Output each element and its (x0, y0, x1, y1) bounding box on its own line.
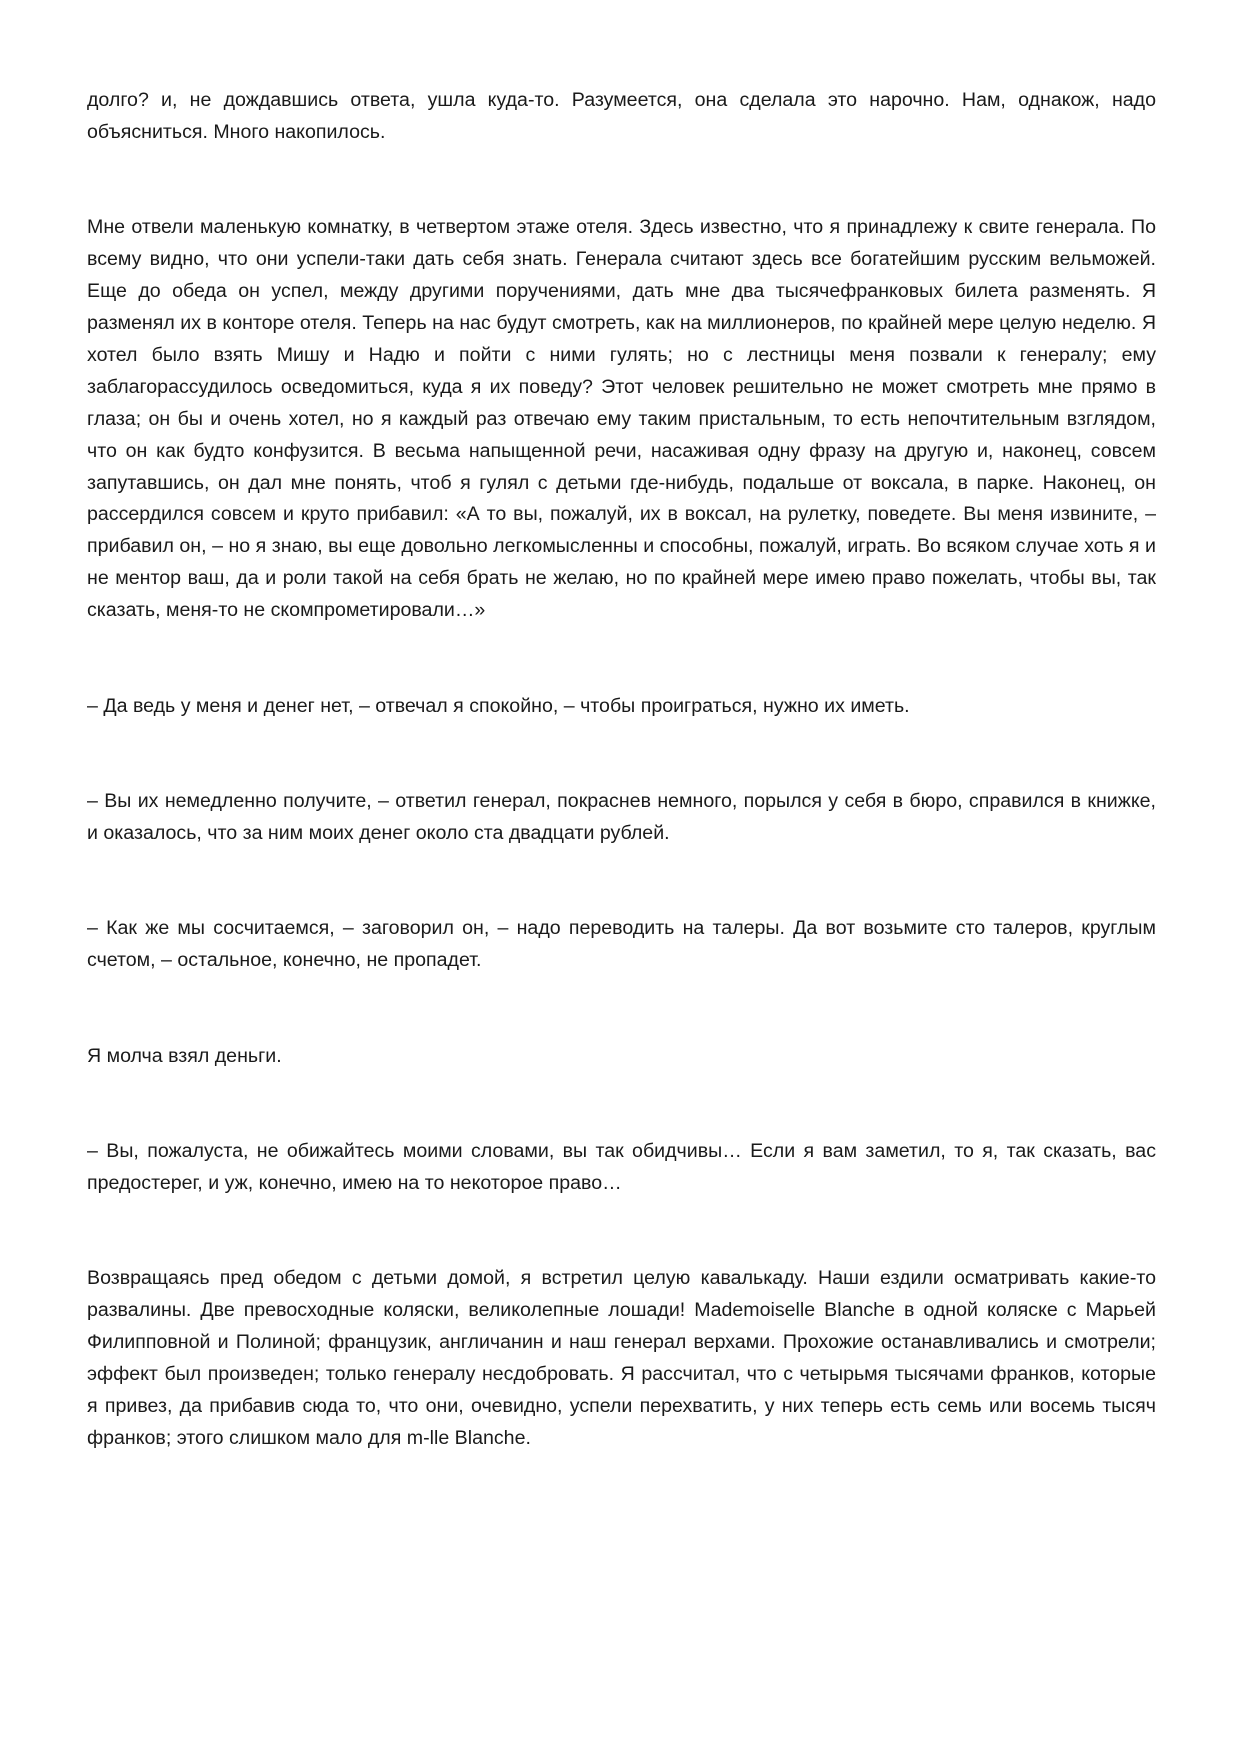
paragraph-4: – Вы их немедленно получите, – ответил генерал, покраснев немного, порылся у себя в бюро, справился в книжке, и оказалось, что за ним моих денег около ста двадцати рублей. (87, 790, 1156, 844)
document-page (87, 85, 1156, 1455)
paragraph-8: Возвращаясь пред обедом с детьми домой, я встретил целую кавалькаду. Наши ездили осматривать какие-то развалины. Две превосходные коляски, великолепные лошади! Mademoiselle Blanche в одной коляске с Марьей Филипповной и Полиной; французик, англичанин и наш генерал верхами. Прохожие останавливались и смотрели; эффект был произведен; только генералу несдобровать. Я рассчитал, что с четырьмя тысячами франков, которые я привез, да прибавив сюда то, что они, очевидно, успели перехватить, у них теперь есть семь или восемь тысяч франков; этого слишком мало для m-lle Blanche. (87, 1267, 1156, 1449)
paragraph-3: – Да ведь у меня и денег нет, – отвечал я спокойно, – чтобы проиграться, нужно их иметь. (87, 694, 910, 717)
paragraph-6: Я молча взял деньги. (87, 1044, 282, 1067)
paragraph-1: долго? и, не дождавшись ответа, ушла куда-то. Разумеется, она сделала это нарочно. Нам, однакож, надо объясниться. Много накопилось. (87, 89, 1156, 143)
paragraph-2: Мне отвели маленькую комнатку, в четвертом этаже отеля. Здесь известно, что я принадлежу к свите генерала. По всему видно, что они успели-таки дать себя знать. Генерала считают здесь все богатейшим русским вельможей. Еще до обеда он успел, между другими поручениями, дать мне два тысячефранковых билета разменять. Я разменял их в конторе отеля. Теперь на нас будут смотреть, как на миллионеров, по крайней мере целую неделю. Я хотел было взять Мишу и Надю и пойти с ними гулять; но с лестницы меня позвали к генералу; ему заблагорассудилось осведомиться, куда я их поведу? Этот человек решительно не может смотреть мне прямо в глаза; он бы и очень хотел, но я каждый раз отвечаю ему таким пристальным, то есть непочтительным взглядом, что он как будто конфузится. В весьма напыщенной речи, насаживая одну фразу на другую и, наконец, совсем запутавшись, он дал мне понять, чтоб я гулял с детьми где-нибудь, подальше от воксала, в парке. Наконец, он рассердился совсем и круто прибавил: «А то вы, пожалуй, их в воксал, на рулетку, поведете. Вы меня извините, – прибавил он, – но я знаю, вы еще довольно легкомысленны и способны, пожалуй, играть. Во всяком случае хоть я и не ментор ваш, да и роли такой на себя брать не желаю, но по крайней мере имею право пожелать, чтобы вы, так сказать, меня-то не скомпрометировали…» (87, 216, 1156, 622)
paragraph-5: – Как же мы сосчитаемся, – заговорил он, – надо переводить на талеры. Да вот возьмите сто талеров, круглым счетом, – остальное, конечно, не пропадет. (87, 917, 1156, 972)
paragraph-7: – Вы, пожалуста, не обижайтесь моими словами, вы так обидчивы… Если я вам заметил, то я, так сказать, вас предостерег, и уж, конечно, имею на то некоторое право… (87, 1140, 1156, 1194)
